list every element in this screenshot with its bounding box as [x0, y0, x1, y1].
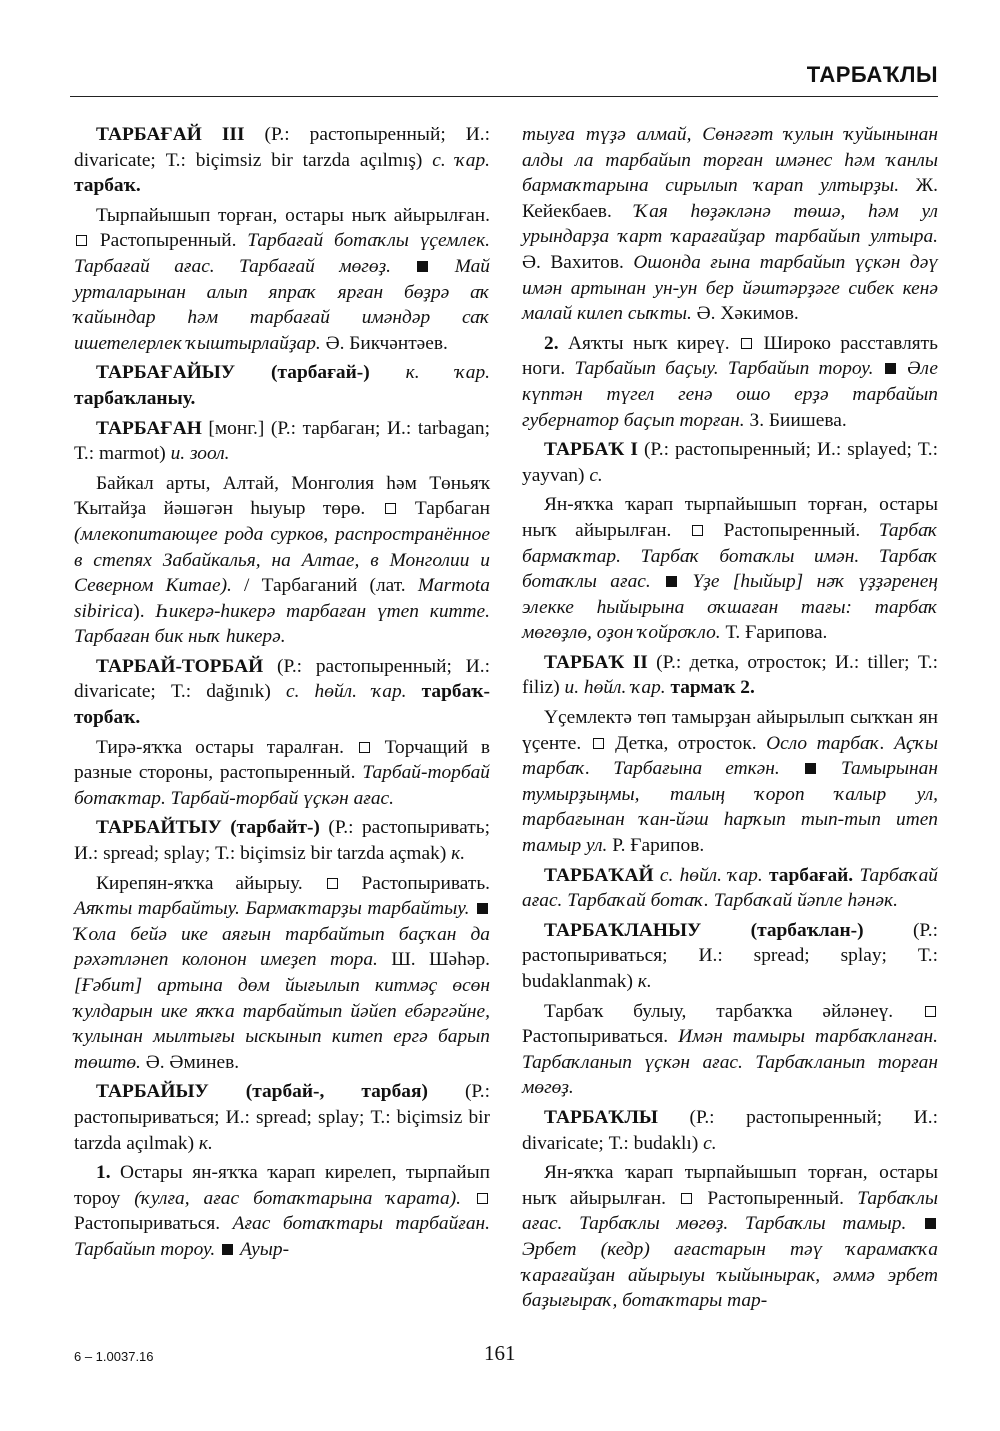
- continued-quote: тыуға түҙә алмай, Сөнәғәт ҡулын ҡуйынынан алды ла тарбайып торған имәнес һәм ҡанлы бармаҡтарына сирылып ҡарап ултырҙы. Ж. Кейекбаев. Ҡая һөҙәкләнә төшә, һәм ул урындарҙа ҡарт ҡарағайҙар тарбайып ултыра. Ә. Вахитов. Ошонда ғына тарбайып үҫкән дәү имән артынан ун-ун бер йәштәрҙәге сибек кенә малай килеп сыҡты. Ә. Хәкимов.: [522, 124, 938, 325]
- headword: ТАРБАЙ-ТОРБАЙ: [96, 655, 264, 677]
- entry-tarbaiyu: ТАРБАЙЫУ (тарбай-, тарбая) (Р.: растопыриваться; И.: spread; splay; Т.: biçimsiz bir tarzda açılmak) к.: [74, 1081, 490, 1154]
- definition: Байкал арты, Алтай, Монголия һәм Төньяҡ Ҡытайҙа йәшәгән һыуыр төрө. Тарбаган (млекопитающее рода сурков, распространённое в степях Забайкалья, на Алтае, в Монголии и Северном Китае). / Тарбаганий (лат. Marmota sibirica). Һикерә-һикерә тарбаған үтеп китте. Тарбаған бик ныҡ һикерә.: [74, 472, 491, 648]
- sense-number: 1.: [96, 1162, 111, 1184]
- headword: ТАРБАЙТЫУ (тарбайт-): [96, 817, 320, 839]
- entry-tarbagai-iii: ТАРБАҒАЙ III (Р.: растопыренный; И.: divaricate; Т.: biçimsiz bir tarzda açılmış) с. ҡар. тарбаҡ.: [74, 124, 491, 197]
- entry-tarbagaiyu: ТАРБАҒАЙЫУ (тарбағай-) к. ҡар. тарбаҡланыу.: [74, 362, 491, 409]
- sense-number: 2.: [544, 332, 559, 354]
- headword: ТАРБАҠ II: [544, 651, 648, 673]
- running-head: ТАРБАҠЛЫ: [806, 62, 938, 87]
- definition: Тырпайышып торған, остары ныҡ айырылған. Растопыренный. Тарбағай ботаҡлы үҫемлек. Тарбағай ағас. Тарбағай мөгөҙ. Май урталарынан алып япраҡ ярған бөҙрә аҡ ҡайындар һәм тарбағай имәндәр саҡ ишетелерлек ҡыштырлайҙар. Ә. Бикчәнтәев.: [74, 204, 490, 354]
- headword: ТАРБАҒАН: [96, 417, 202, 439]
- entry-tarbaqly: ТАРБАҠЛЫ (Р.: растопыренный; И.: divaricate; Т.: budaklı) с.: [522, 1106, 938, 1154]
- translation-marker-icon: [327, 878, 338, 889]
- entry-tarbaityu: ТАРБАЙТЫУ (тарбайт-) (Р.: растопыривать; И.: spread; splay; Т.: biçimsiz bir tarzda açmak) к.: [74, 817, 490, 865]
- entry-tarbaq-i: ТАРБАҠ I (Р.: растопыренный; И.: splayed; Т.: yayvan) с.: [522, 439, 938, 486]
- quotation-marker-icon: [805, 763, 816, 774]
- headword: ТАРБАҒАЙ III: [96, 124, 245, 145]
- definition: Ян-яҡҡа ҡарап тырпайышып торған, остары ныҡ айырылған. Растопыренный. Тарбаҡлы ағас. Тарбаҡлы мөгөҙ. Тарбаҡлы тамыр. Эрбет (кедр) ағастарын тәү ҡарамаҡҡа ҡарағайҙан айырыуы ҡыйынырак, әммә эрбет баҙығыраҡ, ботаҡтары тар-: [522, 1162, 938, 1312]
- quotation-marker-icon: [925, 1218, 936, 1229]
- translation-marker-icon: [925, 1006, 936, 1017]
- translation-marker-icon: [477, 1193, 488, 1204]
- quotation-marker-icon: [222, 1244, 233, 1255]
- definition: 2. Аяҡты ныҡ киреү. Широко расставлять ноги. Тарбайып баҫыу. Тарбайып тороу. Әле күптән түгел генә ошо ерҙә тарбайып губернатор баҫып торған. З. Биишева.: [522, 332, 938, 431]
- translation-marker-icon: [593, 738, 604, 749]
- translation-marker-icon: [681, 1193, 692, 1204]
- headword: ТАРБАҠАЙ: [544, 864, 654, 886]
- translation-marker-icon: [741, 338, 752, 349]
- entry-tarbaqai: ТАРБАҠАЙ с. һөйл. ҡар. тарбағай. Тарбаҡай ағас. Тарбаҡай ботаҡ. Тарбаҡай йәпле һәнәк.: [522, 864, 938, 912]
- definition: Тарбаҡ булыу, тарбаҡҡа әйләнеү. Растопыриваться. Имән тамыры тарбаҡланған. Тарбаҡланып үҫкән ағас. Тарбаҡланып торған мөгөҙ.: [522, 1000, 939, 1099]
- headword: ТАРБАҒАЙЫУ (тарбағай-): [96, 362, 370, 384]
- entry-tarbagan: ТАРБАҒАН [монг.] (Р.: тарбаган; И.: tarbagan; Т.: marmot) и. зоол.: [74, 417, 490, 465]
- definition: Кирепян-яҡҡа айырыу. Растопыривать. Аяҡты тарбайтыу. Бармаҡтарҙы тарбайтыу. Ҡола бейә ике аяғын тарбайтып баҫҡан да рәхәтләнеп колонон имеҙеп тора. Ш. Шәһәр. [Ғәбит] артына дөм йығылып китмәҫ өсөн ҡулдарын ике яҡҡа тарбайтып йәйеп ебәргәйне, ҡулынан мылтығы ыскынып китеп ергә барып төштө. Ә. Әминев.: [74, 872, 491, 1073]
- headword: ТАРБАҠЛАНЫУ (тарбаҡлан-): [544, 919, 864, 941]
- print-code: 6 – 1.0037.16: [74, 1349, 154, 1364]
- quotation-marker-icon: [477, 903, 488, 914]
- header-rule: [70, 96, 938, 97]
- left-column: [74, 122, 490, 1267]
- entry-tarbaqlanyu: ТАРБАҠЛАНЫУ (тарбаҡлан-) (Р.: растопыриваться; И.: spread; splay; Т.: budaklanmak) к.: [522, 919, 939, 992]
- headword: ТАРБАҠ I: [544, 439, 638, 461]
- quotation-marker-icon: [417, 261, 428, 272]
- definition: Үҫемлектә төп тамырҙан айырылып сыҡҡан ян үҫенте. Детка, отросток. Осло тарбаҡ. Аҫҡы тарбаҡ. Тарбағына еткән. Тамырынан тумырҙыңмы, талың ҡороп ҡалыр ул, тарбағынан ҡан-йәш һарҡып тып-тып итеп тамыр ул. Р. Ғарипов.: [522, 707, 939, 857]
- headword: ТАРБАЙЫУ (тарбай-, тарбая): [96, 1081, 428, 1103]
- translation-marker-icon: [692, 525, 703, 536]
- definition: 1. Остары ян-яҡҡа ҡарап кирелеп, тырпайып тороу (ҡулға, ағас ботаҡтарына ҡарата). Растопыриваться. Ағас ботаҡтары тарбайған. Тарбайып тороу. Ауыр-: [74, 1162, 490, 1260]
- entry-tarbai-torbai: ТАРБАЙ-ТОРБАЙ (Р.: растопыренный; И.: divaricate; Т.: dağınık) с. һөйл. ҡар. тарбаҡ-торбаҡ.: [74, 655, 490, 729]
- definition: Тирә-яҡҡа остары таралған. Торчащий в разные стороны, растопыренный. Тарбай-торбай ботаҡтар. Тарбай-торбай үҫкән ағас.: [74, 736, 490, 809]
- translation-marker-icon: [76, 235, 87, 246]
- page-number: 161: [484, 1341, 516, 1365]
- definition: Ян-яҡҡа ҡарап тырпайышып торған, остары ныҡ айырылған. Растопыренный. Тарбаҡ бармаҡтар. Тарбаҡ ботаҡлы имән. Тарбаҡ ботаҡлы ағас. Үҙе [һыйыр] нәҡ үҙҙәренең элекке һыйырына оҡшаған тағы: тарбаҡ мөгөҙлө, оҙон ҡойроҡло. Т. Ғарипова.: [522, 494, 938, 644]
- translation-marker-icon: [385, 503, 396, 514]
- entry-tarbaq-ii: ТАРБАҠ II (Р.: детка, отросток; И.: tiller; Т.: filiz) и. һөйл. ҡар. тармаҡ 2.: [522, 651, 938, 699]
- quotation-marker-icon: [666, 576, 677, 587]
- headword: ТАРБАҠЛЫ: [544, 1106, 658, 1128]
- right-column: [522, 122, 938, 1318]
- quotation-marker-icon: [885, 363, 896, 374]
- translation-marker-icon: [359, 742, 370, 753]
